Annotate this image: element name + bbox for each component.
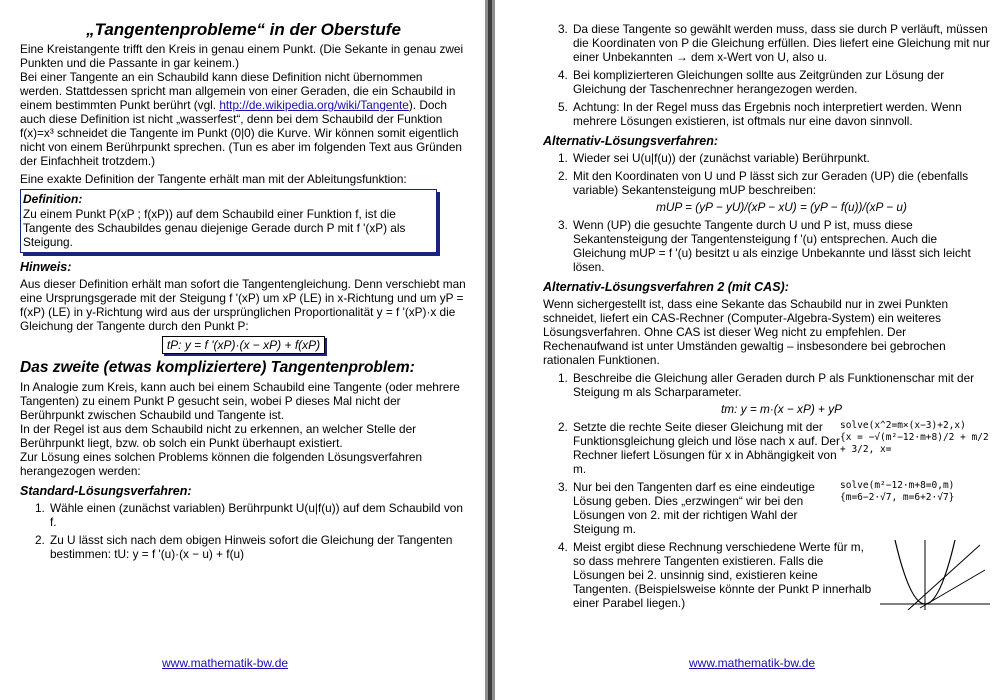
list-item: 3. Da diese Tangente so gewählt werden muss, dass sie durch P verläuft, müssen die Koordinaten von P die Gleichung erfüllen. Dies liefert eine Gleichung mit nur einer Unbekannten → dem x-Wert von U, also u. [558,22,990,64]
alt-steps-list [543,151,990,274]
standard-steps-list [20,501,467,561]
list-item: 2. Mit den Koordinaten von U und P lässt sich zur Geraden (UP) die (ebenfalls variable) Sekantensteigung mUP beschreiben: mUP = (yP − yU)/(xP − xU) = (yP − f(u))/(xP − u) [543,169,990,214]
footer-link-right[interactable]: www.mathematik-bw.de [689,656,816,670]
wikipedia-link[interactable]: http://de.wikipedia.org/wiki/Tangente [219,98,409,112]
intro-paragraph-1: Eine Kreistangente trifft den Kreis in genau einem Punkt. (Die Sekante in genau zwei Punkten und die Passante in gar keinem.) [20,42,464,70]
list-item: 2. Zu U lässt sich nach dem obigen Hinweis sofort die Gleichung der Tangenten bestimmen: tU: y = f '(u)·(x − u) + f(u) [35,533,453,561]
section2-title: Das zweite (etwas kompliziertere) Tangentenproblem: [20,359,415,376]
section2-paragraph-1: In Analogie zum Kreis, kann auch bei einem Schaubild eine Tangente (oder mehrere Tangenten) zu einem Punkt P gesucht sein, wobei P dieses Mal nicht der Berührpunkt zwischen Schaubild und Tangente ist. [20,380,460,422]
alt2-text: Wenn sichergestellt ist, dass eine Sekante das Schaubild nur in zwei Punkten schneidet, liefert ein CAS-Rechner (Computer-Algebra-System) ein weiteres Lösungsverfahren. Ohne CAS ist dieser Weg nicht zu empfehlen. Der Rechenaufwand ist unter Umständen gewaltig – insbesondere bei gebrochen rationalen Funktionen. [543,297,949,367]
definition-title: Definition: [23,192,83,206]
parabola-graph [880,540,990,610]
list-item: 1. Wähle einen (zunächst variablen) Berührpunkt U(u|f(u)) auf dem Schaubild von f. [35,501,463,529]
alt2-steps-list [543,371,990,610]
cas-output-1: solve(x^2=m×(x−3)+2,x) {x = −√(m²−12·m+8)/2 + m/2 + 3/2, x= [840,420,989,455]
definition-text: Zu einem Punkt P(xP ; f(xP)) auf dem Schaubild einer Funktion f, ist die Tangente des Schaubildes genau diejenige Gerade durch P mit f '(xP) als Steigung. [23,207,406,249]
list-item: 4. Meist ergibt diese Rechnung verschiedene Werte für m, so dass mehrere Tangenten existieren. Falls die Lösungen bei 2. unsinnig sind, existieren keine Tangenten. (Beispielsweise könnte der Punkt P innerhalb einer Parabel liegen.) [543,540,990,610]
section2-paragraph-3: Zur Lösung eines solchen Problems können die folgenden Lösungsverfahren herangezogen werden: [20,450,423,478]
right-page [495,0,1000,700]
cas-output-2: solve(m²−12·m+8=0,m) {m=6−2·√7, m=6+2·√7} [840,480,955,503]
list-item: 2. Setzte die rechte Seite dieser Gleichung mit der Funktionsgleichung gleich und löse nach x auf. Der Rechner liefert Lösungen für x in Abhängigkeit von m. solve(x^2=m×(x−3)+2,x) {x = −√(m²−12·m+8)/2 + m/2 + 3/2, x= [558,420,989,476]
left-page [0,0,485,700]
slope-formula: mUP = (yP − yU)/(xP − xU) = (yP − f(u))/(xP − u) [656,200,907,214]
intro-paragraph-2: Bei einer Tangente an ein Schaubild kann diese Definition nicht übernommen werden. Stattdessen spricht man allgemein von einer Geraden, die ein Schaubild in einem bestimmten Punkt berührt (vgl. http://de.wikipedia.org/wiki/Tangente). Doch auch diese Definition ist nicht „wasserfest“, denn bei dem Schaubild der Funktion f(x)=x³ schneidet die Tangente im Punkt (0|0) die Kurve. Wir können somit eigentlich nicht von einem Berührpunkt sprechen. (Tun es aber im folgenden Text aus Gründen der Einfachheit trotzdem.) [20,70,462,168]
list-item: 1. Beschreibe die Gleichung aller Geraden durch P als Funktionenschar mit der Steigung m als Scharparameter. tm: y = m·(x − xP) + yP [543,371,990,416]
list-item: 3. Wenn (UP) die gesuchte Tangente durch U und P ist, muss diese Sekantensteigung der Tangentensteigung f '(u) entsprechen. Auch die Gleichung mUP = f '(u) besitzt u als einzige Unbekannte und lässt sich leicht lösen. [558,218,971,274]
footer-link-left[interactable]: www.mathematik-bw.de [162,656,289,670]
section2-paragraph-2: In der Regel ist aus dem Schaubild nicht zu erkennen, an welcher Stelle der Berührpunkt liegt, bzw. ob solch ein Punkt überhaupt existiert. [20,422,417,450]
list-item: 5. Achtung: In der Regel muss das Ergebnis noch interpretiert werden. Wenn mehrere Lösungen existieren, ist oftmals nur eine davon sinnvoll. [558,100,962,128]
standard-title: Standard-Lösungsverfahren: [20,484,192,498]
intro-paragraph-3: Eine exakte Definition der Tangente erhält man mit der Ableitungsfunktion: [20,172,407,186]
alt-title: Alternativ-Lösungsverfahren: [543,134,719,148]
page-title: „Tangentenprobleme“ in der Oberstufe [86,20,401,39]
line-family-formula: tm: y = m·(x − xP) + yP [721,402,842,416]
tangent-formula: tP: y = f '(xP)·(x − xP) + f(xP) [162,336,325,354]
list-item: 3. Nur bei den Tangenten darf es eine eindeutige Lösung geben. Dies „erzwingen“ wir bei den Lösungen von 2. mit der richtigen Wahl der Steigung m. solve(m²−12·m+8=0,m) {m=6−2·√7, m=6+2·√7} [543,480,990,536]
standard-steps-continued [543,22,990,128]
alt2-title: Alternativ-Lösungsverfahren 2 (mit CAS): [543,280,789,294]
list-item: 1. Wieder sei U(u|f(u)) der (zunächst variable) Berührpunkt. [558,151,870,165]
definition-box [20,189,437,253]
hinweis-title: Hinweis: [20,260,72,274]
hinweis-text: Aus dieser Definition erhält man sofort die Tangentengleichung. Denn verschiebt man eine Ursprungsgerade mit der Steigung f '(xP) um xP (LE) in x-Richtung und um yP = f(xP) (LE) in y-Richtung wird aus der ursprünglichen Proportionalität y = f '(xP)·x die Gleichung der Tangente durch den Punkt P: [20,277,466,333]
list-item: 4. Bei komplizierteren Gleichungen sollte aus Zeitgründen zur Lösung der Gleichung der Taschenrechner herangezogen werden. [558,68,945,96]
page-separator [485,0,495,700]
